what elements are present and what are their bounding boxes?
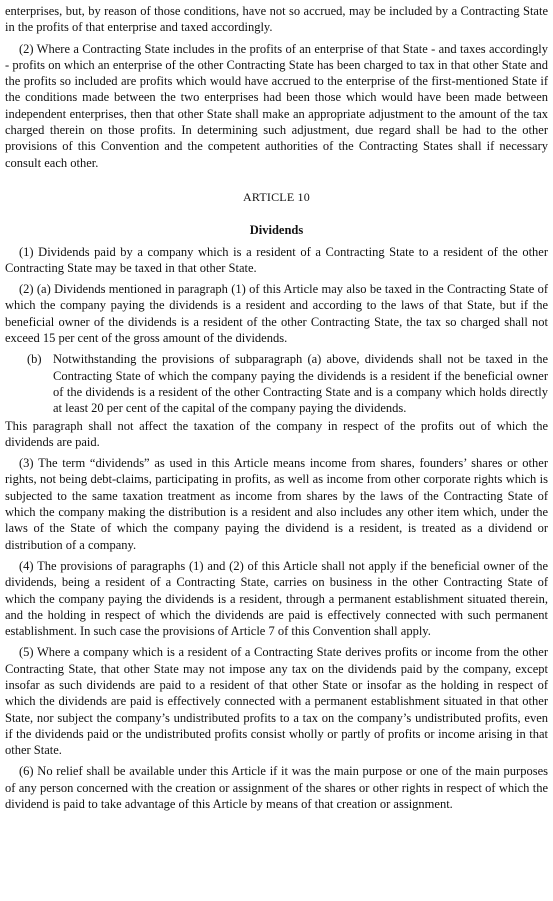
paragraph-6: (6) No relief shall be available under this Article if it was the main purpose or one of the main purposes of any person concerned with the creation or assignment of the shares or other rights in respect of which the dividend is paid to take advantage of this Article by means of that creation or assignment. <box>5 764 548 812</box>
subparagraph-2b-label: (b) <box>27 352 42 367</box>
subparagraph-2b-text: Notwithstanding the provisions of subparagraph (a) above, dividends shall not be taxed in the Contracting State of which the company paying the dividends is a resident if the beneficial owner of the dividends is a resident of the other Contracting State and is a company which holds directly at least 20 per cent of the capital of the company paying the dividends. <box>53 352 548 416</box>
paragraph-continuation: enterprises, but, by reason of those conditions, have not so accrued, may be included by a Contracting State in the profits of that enterprise and taxed accordingly. <box>5 4 548 35</box>
paragraph-article9-2: (2) Where a Contracting State includes in the profits of an enterprise of that State - and taxes accordingly - profits on which an enterprise of the other Contracting State has been charged to tax in that other State and the profits so included are profits which would have accrued to the enterprise of the first-mentioned State if the conditions made between the two enterprises had been those which would have been made between independent enterprises, then that other State shall make an appropriate adjustment to the amount of the tax charged therein on those profits. In determining such adjustment, due regard shall be had to the other provisions of this Convention and the competent authorities of the Contracting States shall if necessary consult each other. <box>5 41 548 170</box>
article-title: Dividends <box>249 223 304 238</box>
paragraph-2a: (2) (a) Dividends mentioned in paragraph (1) of this Article may also be taxed in the Contracting State of which the company paying the dividends is a resident and according to the laws of that State, but if the beneficial owner of the dividends is a resident of the other Contracting State, the tax so charged shall not exceed 15 per cent of the gross amount of the dividends. <box>5 282 548 346</box>
paragraph-1: (1) Dividends paid by a company which is a resident of a Contracting State to a resident of the other Contracting State may be taxed in that other State. <box>5 244 548 275</box>
paragraph-2-tail: This paragraph shall not affect the taxation of the company in respect of the profits out of which the dividends are paid. <box>5 418 548 449</box>
subparagraph-2b <box>5 351 548 416</box>
article-heading: ARTICLE 10 <box>243 189 310 204</box>
paragraph-4: (4) The provisions of paragraphs (1) and (2) of this Article shall not apply if the beneficial owner of the dividends, being a resident of a Contracting State, carries on business in the other Contracting State of which the company paying the dividends is a resident, through a permanent establishment situated therein, and the holding in respect of which the dividends are paid is effectively connected with such permanent establishment. In such case the provisions of Article 7 of this Convention shall apply. <box>5 558 548 639</box>
paragraph-3: (3) The term “dividends” as used in this Article means income from shares, founders’ shares or other rights, not being debt-claims, participating in profits, as well as income from other corporate rights which is subjected to the same taxation treatment as income from shares by the laws of the Contracting State of which the company making the distribution is a resident and also includes any other item which, under the laws of the State of which the company paying the dividend is a resident, is treated as a dividend or distribution of a company. <box>5 456 548 552</box>
paragraph-5: (5) Where a company which is a resident of a Contracting State derives profits or income from the other Contracting State, that other State may not impose any tax on the dividends paid by the company, except insofar as such dividends are paid to a resident of that other State or insofar as the holding in respect of which the dividends are paid is effectively connected with a permanent establishment situated in that other State, nor subject the company’s undistributed profits to a tax on the company’s undistributed profits, even if the dividends paid or the undistributed profits consist wholly or partly of profits or income arising in that other State. <box>5 645 548 758</box>
